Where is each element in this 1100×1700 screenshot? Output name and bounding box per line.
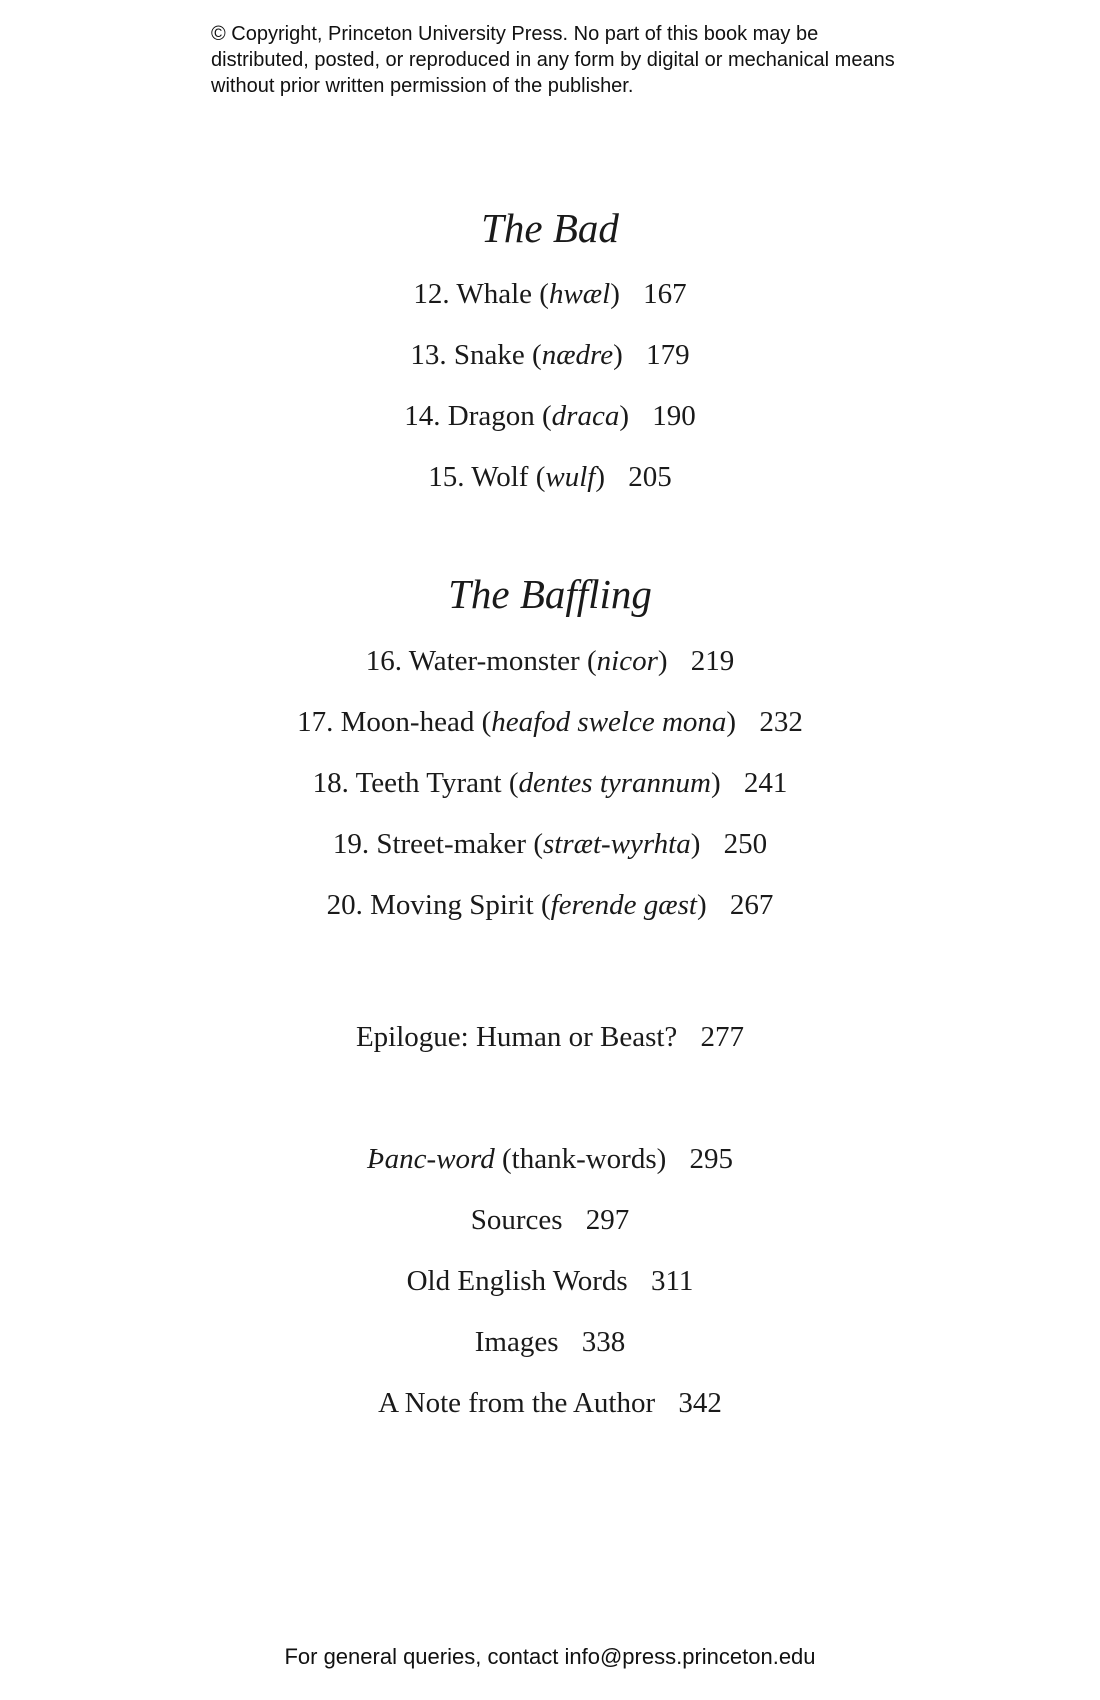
toc-entry-backmatter [0, 1265, 1100, 1298]
entry-old-english: wulf [545, 461, 596, 493]
toc-entry-backmatter [0, 1326, 1100, 1359]
entry-title: Wolf [471, 461, 529, 493]
entry-title: (thank-words) [502, 1143, 667, 1175]
entry-old-english: dentes tyrannum [518, 767, 711, 799]
entry-page: 179 [646, 339, 690, 371]
toc-entry-epilogue [0, 1021, 1100, 1054]
entry-number: 14. [404, 400, 441, 432]
entry-number: 20. [326, 889, 363, 921]
entry-number: 18. [312, 767, 349, 799]
entry-page: 250 [723, 828, 768, 860]
entry-page: 190 [652, 400, 696, 432]
entry-number: 17. [297, 706, 334, 738]
toc-entry: 14. Dragon (draca) 190 [404, 400, 696, 432]
toc-entry-backmatter [0, 1387, 1100, 1420]
footer-contact: For general queries, contact info@press.princeton.edu [284, 1644, 816, 1669]
entry-title: Teeth Tyrant [355, 767, 502, 799]
entry-old-english: stræt-wyrhta [543, 828, 691, 860]
toc-entry: 17. Moon-head (heafod swelce mona) 232 [297, 706, 803, 738]
entry-page: 295 [689, 1143, 734, 1175]
entry-title: Dragon [447, 400, 535, 432]
entry-title: Epilogue: Human or Beast? [355, 1021, 678, 1053]
entry-page: 267 [729, 889, 774, 921]
toc-entry: 12. Whale (hwæl) 167 [413, 278, 687, 310]
toc-entry: 15. Wolf (wulf) 205 [428, 461, 672, 493]
toc-entry-backmatter [0, 1143, 1100, 1176]
entry-title: Images [474, 1326, 559, 1358]
entry-number: 19. [332, 828, 370, 860]
entry-page: 205 [628, 461, 672, 493]
toc-entry-backmatter [0, 1204, 1100, 1237]
entry-old-english: draca [551, 400, 620, 432]
entry-page: 167 [643, 278, 687, 310]
entry-title: Street-maker [376, 828, 527, 860]
entry-old-english: hwæl [548, 278, 611, 310]
entry-number: 12. [413, 278, 450, 310]
entry-page: 338 [581, 1326, 626, 1358]
entry-title: Snake [453, 339, 525, 371]
toc-entry: 18. Teeth Tyrant (dentes tyrannum) 241 [312, 767, 788, 799]
entry-title: Sources [470, 1204, 563, 1236]
entry-title: Whale [456, 278, 533, 310]
entry-title: Old English Words [406, 1265, 628, 1297]
entry-number: 13. [410, 339, 447, 371]
entry-title: A Note from the Author [378, 1387, 656, 1419]
entry-page: 311 [650, 1265, 694, 1297]
entry-old-english: nicor [596, 645, 658, 677]
entry-page: 342 [678, 1387, 722, 1419]
section-heading-the-bad: The Bad [481, 205, 619, 251]
entry-number: 16. [365, 645, 402, 677]
section-heading-the-baffling: The Baffling [448, 571, 652, 617]
entry-page: 232 [759, 706, 803, 738]
copyright-notice: © Copyright, Princeton University Press. No part of this book may be distributed, posted, or reproduced in any form by digital or mechanical means without prior written permission of the publisher. [211, 23, 895, 97]
entry-old-english: ferende gæst [550, 889, 697, 921]
toc-entry: 19. Street-maker (stræt-wyrhta) 250 [332, 828, 768, 860]
entry-title: Water-monster [408, 645, 580, 677]
toc-entry: 16. Water-monster (nicor) 219 [365, 645, 735, 677]
entry-page: 297 [585, 1204, 630, 1236]
entry-title: Moon-head [340, 706, 475, 738]
toc-entry: 13. Snake (nædre) 179 [410, 339, 690, 371]
entry-title: Moving Spirit [370, 889, 534, 921]
entry-old-english: heafod swelce mona [491, 706, 727, 738]
entry-page: 277 [700, 1021, 745, 1053]
entry-title-italic: Þanc-word [366, 1143, 495, 1175]
entry-number: 15. [428, 461, 465, 493]
entry-old-english: nædre [541, 339, 614, 371]
toc-entry: 20. Moving Spirit (ferende gæst) 267 [326, 889, 774, 921]
entry-page: 241 [743, 767, 788, 799]
entry-page: 219 [690, 645, 735, 677]
